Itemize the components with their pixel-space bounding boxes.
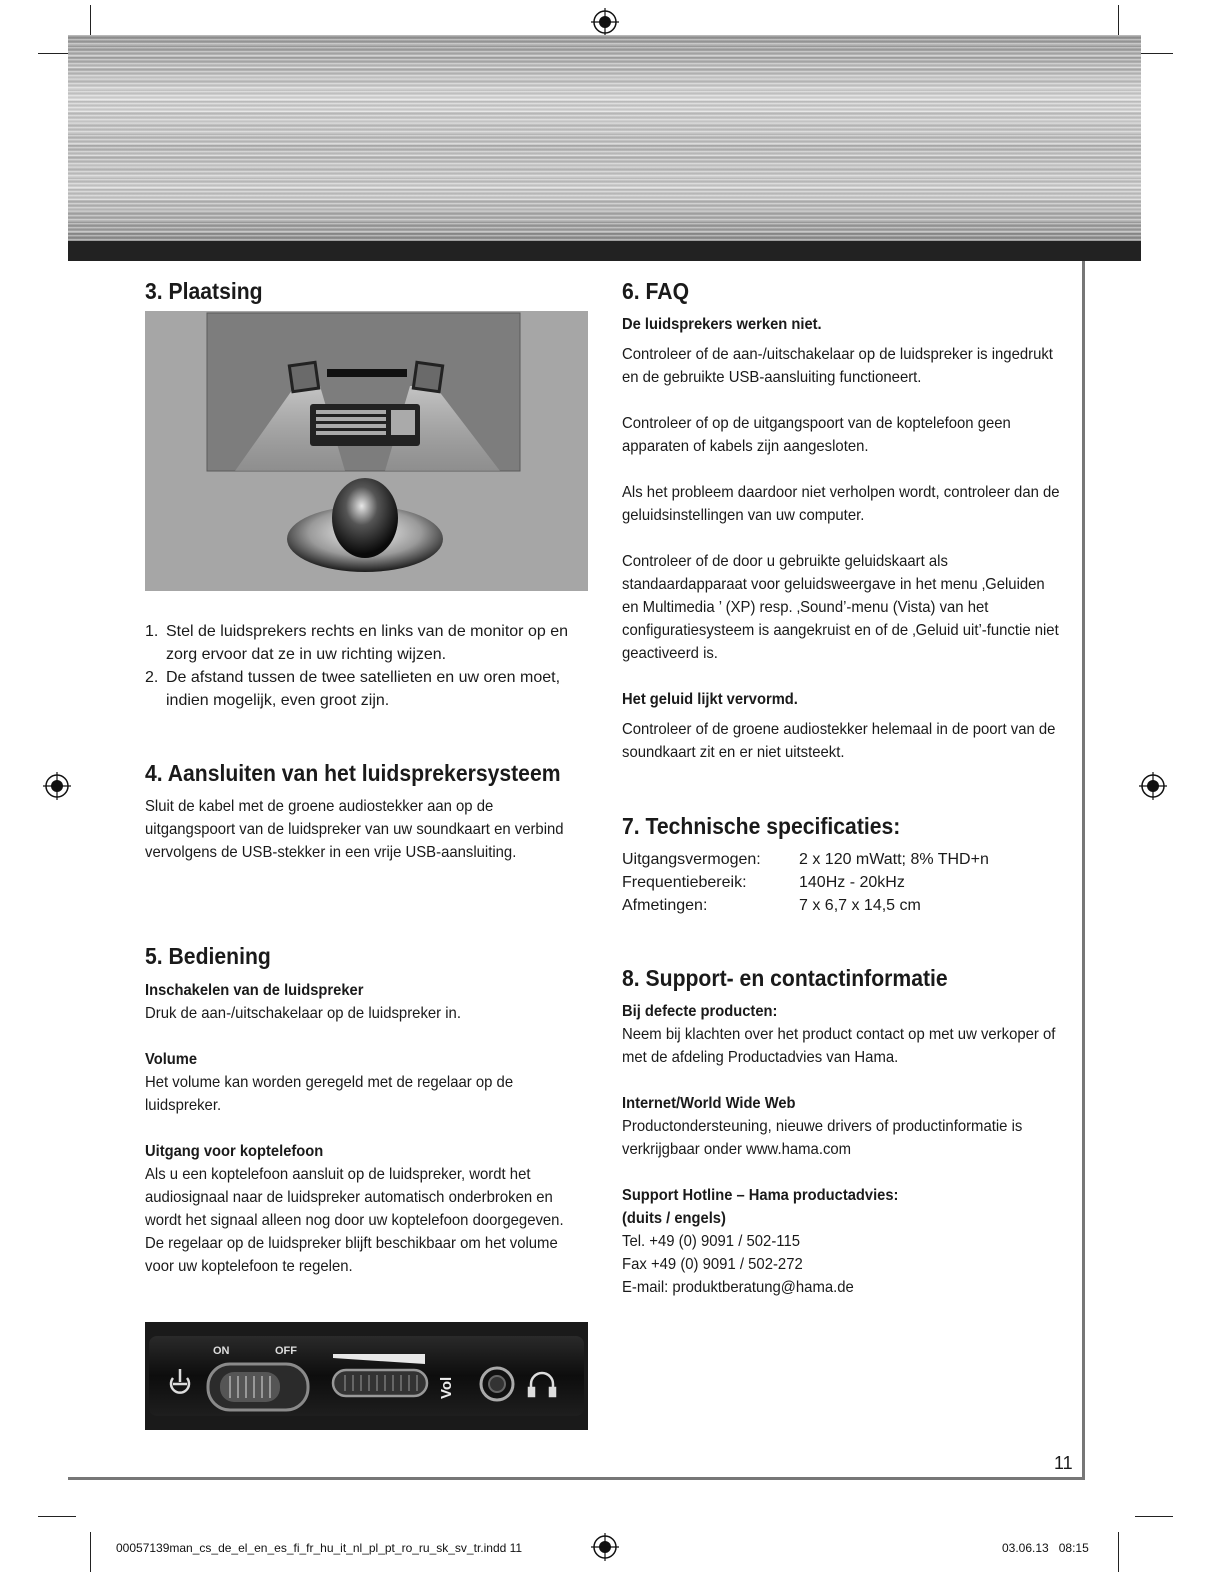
section-title-faq: 6. FAQ bbox=[622, 278, 690, 304]
paragraph: Als u een koptelefoon aansluit op de luidspreker, wordt het audiosignaal naar de luidspreker automatisch onderbroken en wordt het signaal alleen nog door uw koptelefoon doorgegeven. De regelaar op de luidspreker blijft beschikbaar om het volume voor uw koptelefoon te regelen. bbox=[145, 1166, 564, 1275]
right-speaker bbox=[413, 362, 442, 391]
step-text: Stel de luidsprekers rechts en links van de monitor op en zorg ervoor dat ze in uw richting wijzen. bbox=[166, 623, 568, 663]
subheading: Inschakelen van de luidspreker bbox=[145, 982, 364, 999]
faq-answer: Controleer of de door u gebruikte geluidskaart als standaardapparaat voor geluidsweergave in het menu ‚Geluiden en Multimedia ’ (XP) resp. ‚Sound’-menu (Vista) van het configuratiesysteem is aangekruist en of de ‚Geluid uit’-functie niet geactiveerd is. bbox=[622, 553, 1059, 662]
left-speaker bbox=[289, 362, 318, 391]
subheading: Internet/World Wide Web bbox=[622, 1095, 796, 1112]
page-number: 11 bbox=[1054, 1453, 1073, 1473]
file-slug: 00057139man_cs_de_el_en_es_fi_fr_hu_it_nl_pl_pt_ro_ru_sk_sv_tr.indd 11 bbox=[116, 1541, 523, 1555]
list-item: 1. Stel de luidsprekers rechts en links van de monitor op en zorg ervoor dat ze in uw richting wijzen. bbox=[145, 623, 568, 663]
paragraph: Productondersteuning, nieuwe drivers of productinformatie is verkrijgbaar onder www.hama.com bbox=[622, 1118, 1023, 1158]
header-brushed-metal-band bbox=[68, 35, 1141, 241]
paragraph: Druk de aan-/uitschakelaar op de luidspreker in. bbox=[145, 1005, 461, 1022]
spec-table bbox=[622, 848, 1062, 917]
phone-number: Tel. +49 (0) 9091 / 502-115 bbox=[622, 1233, 800, 1250]
placement-illustration bbox=[145, 311, 588, 591]
spec-key: Afmetingen: bbox=[622, 897, 708, 914]
faq-answer: Controleer of de groene audiostekker helemaal in de poort van de soundkaart zit en er niet uitsteekt. bbox=[622, 721, 1056, 761]
vol-label: Vol bbox=[438, 1376, 455, 1399]
spec-value: 7 x 6,7 x 14,5 cm bbox=[799, 897, 921, 914]
crop-mark bbox=[38, 1516, 76, 1517]
registration-mark-icon bbox=[1139, 772, 1167, 800]
volume-slider bbox=[333, 1370, 427, 1396]
section-body-aansluiten bbox=[145, 795, 565, 864]
section-title-plaatsing: 3. Plaatsing bbox=[145, 278, 263, 304]
spec-value: 140Hz - 20kHz bbox=[799, 874, 905, 891]
step-text: De afstand tussen de twee satellieten en uw oren moet, indien mogelijk, even groot zijn. bbox=[166, 669, 561, 709]
email-address: E-mail: produktberatung@hama.de bbox=[622, 1279, 854, 1296]
faq-question: De luidsprekers werken niet. bbox=[622, 316, 822, 333]
monitor bbox=[327, 369, 407, 377]
faq-answer: Controleer of op de uitgangspoort van de koptelefoon geen apparaten of kabels zijn aangesloten. bbox=[622, 415, 1011, 455]
registration-mark-icon bbox=[43, 772, 71, 800]
crop-mark bbox=[90, 1532, 91, 1572]
section-title-support: 8. Support- en contactinformatie bbox=[622, 965, 948, 991]
section-title-bediening: 5. Bediening bbox=[145, 943, 271, 969]
print-date: 03.06.13 08:15 bbox=[1002, 1541, 1089, 1555]
subheading: Volume bbox=[145, 1051, 198, 1068]
subheading: Bij defecte producten: bbox=[622, 1003, 778, 1020]
spec-key: Uitgangsvermogen: bbox=[622, 851, 761, 868]
paragraph: Het volume kan worden geregeld met de regelaar op de luidspreker. bbox=[145, 1074, 514, 1114]
page-rule-bottom bbox=[68, 1477, 1085, 1480]
paragraph: Neem bij klachten over het product contact op met uw verkoper of met de afdeling Productadvies van Hama. bbox=[622, 1026, 1056, 1066]
aansluiten-text: Sluit de kabel met de groene audiostekker aan op de uitgangspoort van de luidspreker van uw soundkaart en verbind vervolgens de USB-stekker in een vrije USB-aansluiting. bbox=[145, 798, 564, 861]
spec-value: 2 x 120 mWatt; 8% THD+n bbox=[799, 851, 989, 868]
subheading: Support Hotline – Hama productadvies: bbox=[622, 1187, 899, 1204]
section-title-aansluiten: 4. Aansluiten van het luidsprekersysteem bbox=[145, 760, 561, 786]
registration-mark-icon bbox=[591, 8, 619, 36]
section-body-bediening bbox=[145, 979, 575, 1278]
table-row bbox=[622, 871, 1062, 894]
subheading: (duits / engels) bbox=[622, 1210, 726, 1227]
faq-answer: Controleer of de aan-/uitschakelaar op de luidspreker is ingedrukt en de gebruikte USB-aansluiting functioneert. bbox=[622, 346, 1053, 386]
list-item: 2. De afstand tussen de twee satellieten en uw oren moet, indien mogelijk, even groot zijn. bbox=[145, 669, 561, 709]
registration-mark-icon bbox=[591, 1533, 619, 1561]
section-body-faq bbox=[622, 313, 1062, 764]
table-row bbox=[622, 848, 1062, 871]
fax-number: Fax +49 (0) 9091 / 502-272 bbox=[622, 1256, 803, 1273]
section-title-specificaties: 7. Technische specificaties: bbox=[622, 813, 901, 839]
placement-steps bbox=[145, 620, 585, 712]
crop-mark bbox=[1118, 1532, 1119, 1572]
section-body-support bbox=[622, 1000, 1067, 1299]
speaker-controls-photo bbox=[145, 1322, 588, 1430]
faq-question: Het geluid lijkt vervormd. bbox=[622, 691, 798, 708]
subheading: Uitgang voor koptelefoon bbox=[145, 1143, 324, 1160]
faq-answer: Als het probleem daardoor niet verholpen wordt, controleer dan de geluidsinstellingen van uw computer. bbox=[622, 484, 1060, 524]
table-row bbox=[622, 894, 1062, 917]
page-rule-right bbox=[1082, 261, 1085, 1479]
off-label: OFF bbox=[275, 1345, 297, 1357]
crop-mark bbox=[1135, 1516, 1173, 1517]
on-label: ON bbox=[213, 1345, 230, 1357]
header-dark-bar bbox=[68, 241, 1141, 261]
listener-head bbox=[332, 478, 398, 558]
spec-key: Frequentiebereik: bbox=[622, 874, 747, 891]
